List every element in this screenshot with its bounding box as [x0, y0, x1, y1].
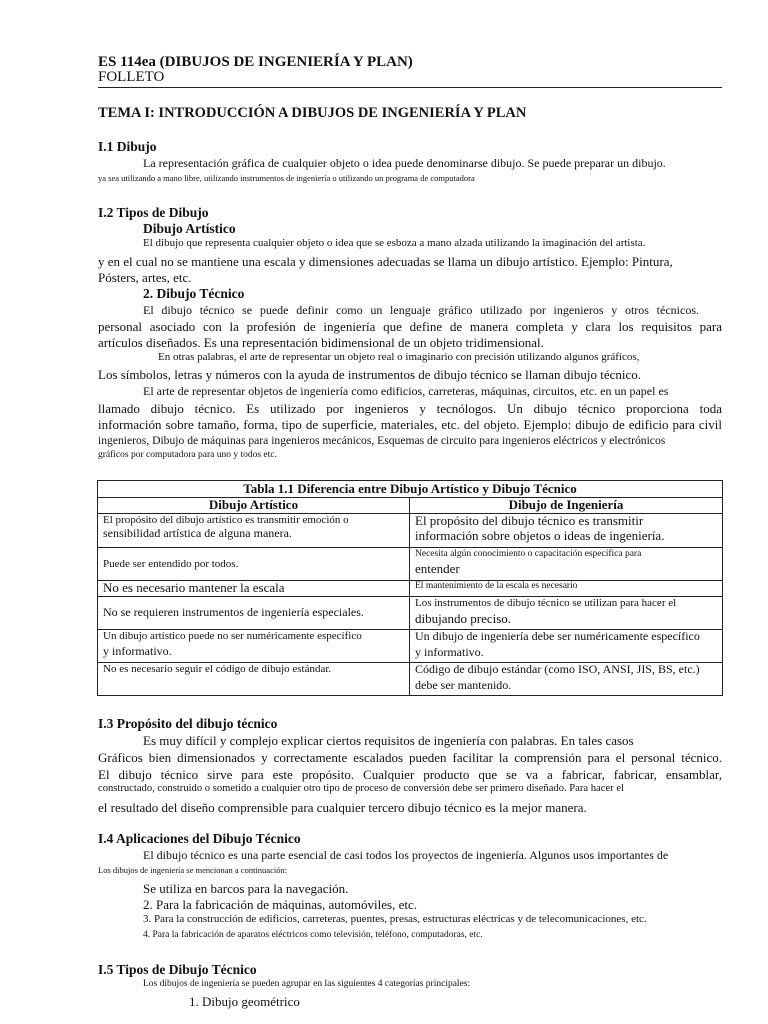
technical-text: El arte de representar objetos de ingeniería como edificios, carreteras, máquinas, circuitos, etc. en un papel es — [143, 384, 669, 398]
table-cell: No es necesario mantener la escala — [103, 579, 285, 595]
section-3-text: Es muy difícil y complejo explicar ciertos requisitos de ingeniería con palabras. En tales casos — [143, 733, 634, 748]
table-cell: sensibilidad artística de alguna manera. — [103, 525, 292, 540]
table-row — [98, 580, 723, 596]
table-cell: entender — [415, 560, 460, 576]
technical-text: Los símbolos, letras y números con la ayuda de instrumentos de dibujo técnico se llaman dibujo técnico. — [98, 367, 641, 382]
artistic-text: y en el cual no se mantiene una escala y dimensiones adecuadas se llama un dibujo artístico. Ejemplo: Pintura, — [98, 254, 673, 269]
section-3-text: el resultado del diseño comprensible para cualquier tercero dibujo técnico es la mejor manera. — [98, 800, 587, 815]
section-4-text: Los dibujos de ingeniería se mencionan a continuación: — [98, 865, 288, 875]
comparison-table — [97, 480, 723, 696]
table-cell: No se requieren instrumentos de ingeniería especiales. — [103, 605, 364, 620]
table-cell: Puede ser entendido por todos. — [103, 557, 239, 570]
table-cell: No es necesario seguir el código de dibujo estándar. — [103, 662, 332, 675]
table-cell: dibujando preciso. — [415, 610, 512, 626]
application-item: 4. Para la fabricación de aparatos eléctricos como televisión, teléfono, computadoras, etc. — [143, 930, 483, 940]
table-cell: Los instrumentos de dibujo técnico se utilizan para hacer el — [415, 596, 677, 609]
table-cell: El propósito del dibujo artístico es transmitir emoción o — [103, 513, 349, 526]
tema-heading: TEMA I: INTRODUCCIÓN A DIBUJOS DE INGENIERÍA Y PLAN — [98, 105, 527, 121]
technical-text: El dibujo técnico se puede definir como un lenguaje gráfico utilizado por ingenieros y otros técnicos. — [143, 303, 699, 317]
table-header-engineering: Dibujo de Ingeniería — [410, 498, 723, 514]
header-rule — [98, 87, 722, 88]
section-3-title: I.3 Propósito del dibujo técnico — [98, 716, 278, 731]
section-3-text: El dibujo técnico sirve para este propósito. Cualquier producto que se va a fabricar, fabricar, ensamblar, — [98, 767, 722, 782]
section-3-text: constructado, construido o sometido a cualquier otro tipo de proceso de conversión debe ser primero diseñado. Para hacer el — [98, 783, 624, 794]
table-cell: y informativo. — [415, 644, 484, 659]
table-header-artistic: Dibujo Artístico — [98, 498, 410, 514]
table-cell: Código de dibujo estándar (como ISO, ANSI, JIS, BS, etc.) — [415, 661, 700, 676]
section-1-title: I.1 Dibujo — [98, 139, 157, 154]
section-4-text: El dibujo técnico es una parte esencial de casi todos los proyectos de ingeniería. Algunos usos importantes de — [143, 848, 669, 862]
application-item: Se utiliza en barcos para la navegación. — [143, 881, 349, 896]
technical-type-item: 1. Dibujo geométrico — [189, 994, 300, 1009]
table-cell: El mantenimiento de la escala es necesario — [415, 580, 578, 591]
table-row — [98, 513, 723, 547]
technical-text: En otras palabras, el arte de representar un objeto real o imaginario con precisión utilizando algunos gráficos, — [158, 351, 640, 363]
table-row — [98, 547, 723, 580]
technical-text: información sobre tamaño, forma, tipo de superficie, materiales, etc. del objeto. Ejemplo: dibujo de edificio para civil — [98, 417, 722, 432]
table-cell: Un dibujo de ingeniería debe ser numéricamente específico — [415, 628, 700, 643]
application-item: 2. Para la fabricación de máquinas, automóviles, etc. — [143, 897, 417, 912]
section-1-text: La representación gráfica de cualquier objeto o idea puede denominarse dibujo. Se puede preparar un dibujo. — [143, 156, 666, 170]
section-3-text: Gráficos bien dimensionados y correctamente escalados pueden facilitar la comprensión para el personal técnico. — [98, 750, 722, 765]
section-2-title: I.2 Tipos de Dibujo — [98, 205, 209, 220]
table-row — [98, 596, 723, 629]
table-cell: Un dibujo artístico puede no ser numéricamente específico — [103, 629, 362, 642]
table-row — [98, 629, 723, 662]
course-title: ES 114ea (DIBUJOS DE INGENIERÍA Y PLAN) — [98, 54, 413, 70]
section-1-text: ya sea utilizando a mano libre, utilizando instrumentos de ingeniería o utilizando un programa de computadora — [98, 173, 475, 183]
subsection-technical-title: 2. Dibujo Técnico — [143, 286, 245, 301]
document-type: FOLLETO — [98, 69, 165, 85]
technical-text: ingenieros, Dibujo de máquinas para ingenieros mecánicos, Esquemas de circuito para ingenieros eléctricos y electrónicos — [98, 434, 666, 447]
artistic-text: El dibujo que representa cualquier objeto o idea que se esboza a mano alzada utilizando la imaginación del artista. — [143, 237, 646, 249]
table-caption: Tabla 1.1 Diferencia entre Dibujo Artístico y Dibujo Técnico — [98, 481, 723, 498]
subsection-artistic-title: Dibujo Artístico — [143, 221, 236, 236]
table-cell: Necesita algún conocimiento o capacitación específica para — [415, 548, 642, 559]
section-4-title: I.4 Aplicaciones del Dibujo Técnico — [98, 831, 301, 846]
technical-text: gráficos por computadora para uno y todos etc. — [98, 450, 277, 460]
application-item: 3. Para la construcción de edificios, carreteras, puentes, presas, estructuras eléctricas y de telecomunicaciones, etc. — [143, 913, 647, 925]
technical-text: llamado dibujo técnico. Es utilizado por ingenieros y tecnólogos. Un dibujo técnico proporciona toda — [98, 401, 722, 416]
table-cell: y informativo. — [103, 643, 172, 658]
section-5-title: I.5 Tipos de Dibujo Técnico — [98, 962, 257, 977]
table-row — [98, 662, 723, 695]
table-cell: debe ser mantenido. — [415, 677, 512, 692]
table-cell: El propósito del dibujo técnico es transmitir — [415, 512, 644, 528]
technical-text: artículos diseñados. Es una representación bidimensional de un objeto tridimensional. — [98, 335, 544, 350]
table-cell: información sobre objetos o ideas de ingeniería. — [415, 527, 665, 543]
artistic-text: Pósters, artes, etc. — [98, 270, 192, 285]
section-5-text: Los dibujos de ingeniería se pueden agrupar en las siguientes 4 categorías principales: — [143, 979, 471, 989]
technical-text: personal asociado con la profesión de ingeniería que define de manera completa y clara los requisitos para — [98, 319, 722, 334]
